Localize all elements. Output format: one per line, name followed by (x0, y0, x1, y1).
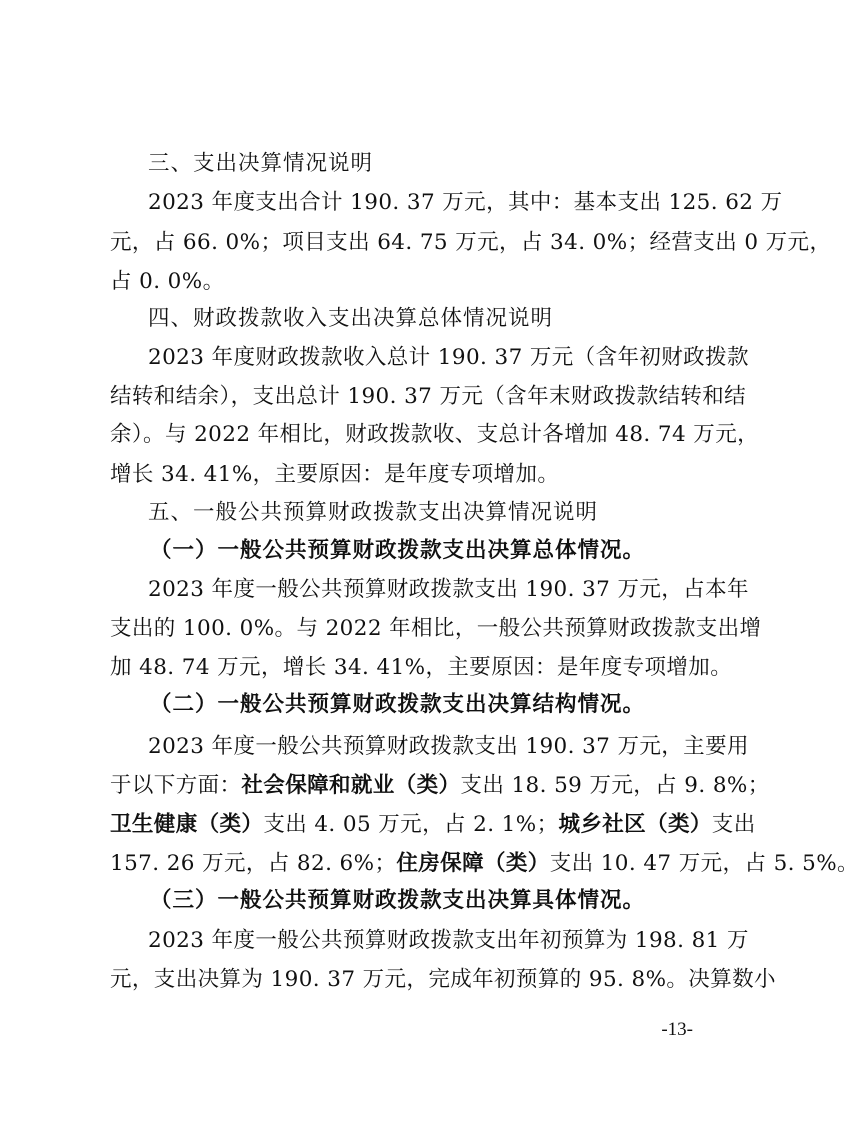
text-segment: 157. 26 万元，占 82. 6%； (110, 851, 397, 876)
category-housing: 住房保障（类） (396, 851, 550, 876)
text-segment: 支出 18. 59 万元，占 9. 8%； (460, 773, 770, 798)
section-4-line-3: 余）。与 2022 年相比，财政拨款收、支总计各增加 48. 74 万元， (110, 422, 759, 447)
section-3-line-2: 元，占 66. 0%；项目支出 64. 75 万元，占 34. 0%；经营支出 0 万元， (110, 230, 832, 255)
subsection-2-heading: （二）一般公共预算财政拨款支出决算结构情况。 (150, 692, 646, 717)
text-segment: 于以下方面： (110, 773, 242, 798)
section-4-heading: 四、财政拨款收入支出决算总体情况说明 (148, 306, 554, 331)
page-number: -13- (661, 1019, 693, 1040)
subsection-3-heading: （三）一般公共预算财政拨款支出决算具体情况。 (150, 888, 646, 913)
subsection-3-line-2: 元，支出决算为 190. 37 万元，完成年初预算的 95. 8%。决算数小 (110, 967, 776, 992)
category-health: 卫生健康（类） (110, 812, 264, 837)
section-3-heading: 三、支出决算情况说明 (148, 151, 374, 176)
subsection-2-line-4 (110, 848, 859, 880)
subsection-2-line-1: 2023 年度一般公共预算财政拨款支出 190. 37 万元，主要用 (148, 734, 749, 759)
section-5-heading: 五、一般公共预算财政拨款支出决算情况说明 (148, 500, 599, 525)
text-segment: 支出 10. 47 万元，占 5. 5%。 (549, 851, 859, 876)
subsection-1-line-3: 加 48. 74 万元，增长 34. 41%，主要原因：是年度专项增加。 (110, 655, 733, 680)
subsection-1-line-2: 支出的 100. 0%。与 2022 年相比，一般公共预算财政拨款支出增 (110, 616, 762, 641)
text-segment: 支出 4. 05 万元，占 2. 1%； (263, 812, 559, 837)
section-4-line-4: 增长 34. 41%，主要原因：是年度专项增加。 (110, 462, 560, 487)
section-4-line-1: 2023 年度财政拨款收入总计 190. 37 万元（含年初财政拨款 (148, 345, 749, 370)
section-3-line-3: 占 0. 0%。 (110, 269, 225, 294)
subsection-3-line-1: 2023 年度一般公共预算财政拨款支出年初预算为 198. 81 万 (148, 928, 749, 953)
category-urban-rural-community: 城乡社区（类） (558, 812, 712, 837)
category-social-security: 社会保障和就业（类） (241, 773, 461, 798)
section-3-line-1: 2023 年度支出合计 190. 37 万元，其中：基本支出 125. 62 万 (148, 190, 783, 215)
subsection-1-heading: （一）一般公共预算财政拨款支出决算总体情况。 (150, 538, 646, 563)
subsection-2-line-3 (110, 809, 756, 841)
section-4-line-2: 结转和结余），支出总计 190. 37 万元（含年末财政拨款结转和结 (110, 384, 747, 409)
subsection-2-line-2 (110, 770, 770, 802)
subsection-1-line-1: 2023 年度一般公共预算财政拨款支出 190. 37 万元，占本年 (148, 577, 749, 602)
text-segment: 支出 (711, 812, 756, 837)
